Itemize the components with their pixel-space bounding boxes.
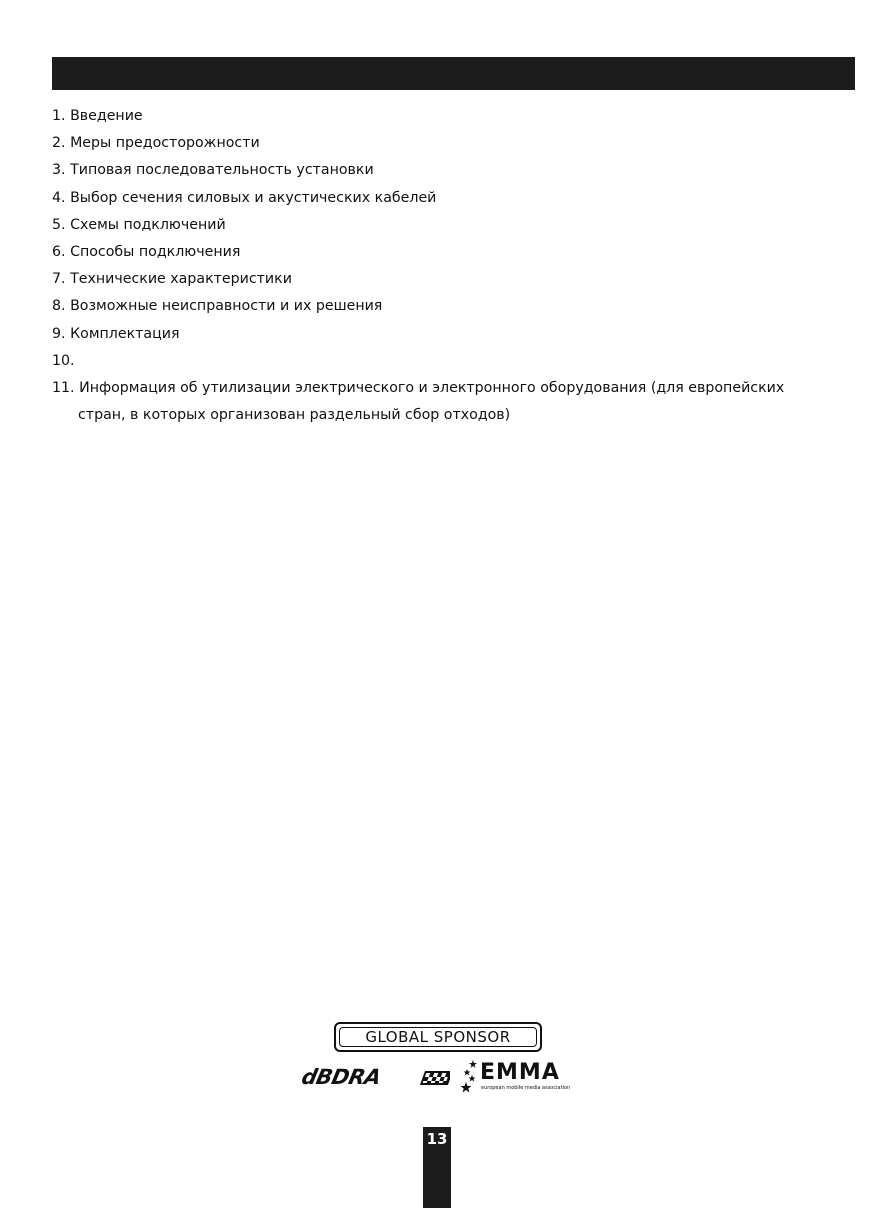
toc-item-number: 10. (52, 352, 75, 369)
toc-item-number: 3. (52, 162, 66, 179)
dbdrag-logo (299, 1063, 452, 1093)
toc-item-number: 6. (52, 244, 66, 261)
emma-logo-text: EMMA (480, 1060, 560, 1085)
toc-item-number: 2. (52, 135, 66, 152)
toc-item (52, 375, 808, 429)
stars-icon (458, 1058, 480, 1094)
toc-item-text: Выбор сечения силовых и акустических кабелей (70, 189, 437, 206)
toc-item (52, 321, 832, 348)
toc-item-text: Типовая последовательность установки (70, 162, 374, 179)
toc-item-number: 11. (52, 380, 75, 397)
toc-item-text: Способы подключения (70, 244, 241, 261)
toc-item-number: 5. (52, 216, 66, 233)
toc-item-number: 8. (52, 298, 66, 315)
toc-item (52, 103, 832, 130)
toc-item-text: Схемы подключений (70, 216, 226, 233)
page-number-tab (423, 1127, 451, 1208)
checkered-flag-icon (420, 1071, 450, 1085)
emma-logo (458, 1058, 578, 1094)
table-of-contents (52, 103, 832, 429)
toc-item-number: 1. (52, 108, 66, 124)
toc-item-text: Возможные неисправности и их решения (70, 298, 383, 315)
toc-item-text: Меры предосторожности (70, 135, 260, 152)
dbdrag-logo-text: dBDRA (299, 1065, 383, 1089)
toc-item-text: Введение (70, 108, 143, 124)
emma-logo-subtitle: european mobile media association (481, 1085, 571, 1091)
toc-item (52, 212, 832, 239)
page-number: 13 (426, 1130, 448, 1148)
toc-item-number: 7. (52, 271, 66, 288)
toc-item (52, 348, 832, 375)
toc-item-text: Комплектация (70, 325, 180, 342)
toc-item (52, 185, 832, 212)
header-bar (52, 57, 855, 90)
toc-item (52, 157, 832, 184)
toc-item (52, 266, 832, 293)
global-sponsor-label: GLOBAL SPONSOR (365, 1028, 511, 1046)
toc-item (52, 293, 832, 320)
toc-item (52, 130, 832, 157)
toc-item (52, 239, 832, 266)
toc-item-number: 4. (52, 189, 66, 206)
toc-item-text: Информация об утилизации электрического и электронного оборудования (для европейских стран, в которых организован раздельный сбор отходов) (78, 380, 785, 424)
toc-item-text: Технические характеристики (70, 271, 292, 288)
toc-item-number: 9. (52, 325, 66, 342)
global-sponsor-badge (334, 1022, 542, 1052)
